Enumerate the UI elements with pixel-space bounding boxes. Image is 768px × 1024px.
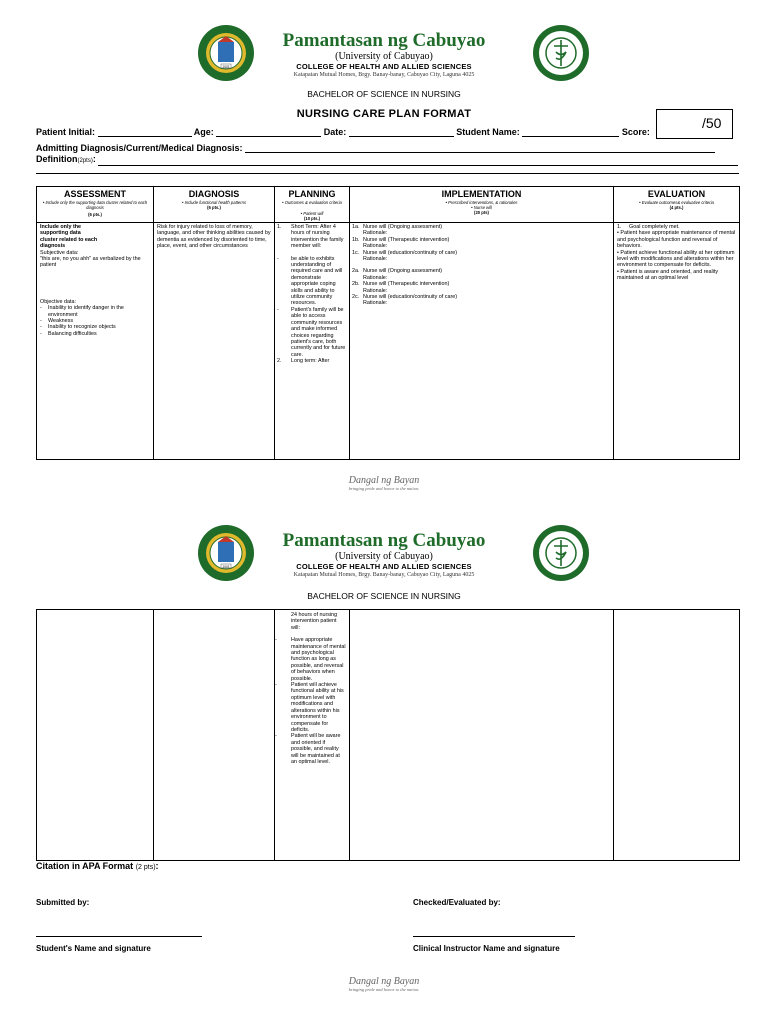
- student-name-label: Student Name:: [456, 127, 520, 137]
- citation-colon: :: [155, 861, 159, 871]
- university-english: (University of Cabuyao): [335, 51, 433, 62]
- student-name-field[interactable]: [522, 127, 619, 137]
- page-footer: [0, 475, 768, 491]
- evaluation-header: [614, 187, 739, 222]
- evaluation-title: EVALUATION: [647, 189, 706, 199]
- objective-item: - Weakness: [40, 318, 74, 325]
- assessment-header: [37, 187, 153, 222]
- diagnosis-title: DIAGNOSIS: [188, 189, 240, 199]
- program-name: BACHELOR OF SCIENCE IN NURSING: [307, 591, 461, 601]
- col-divider: [613, 610, 614, 860]
- citation-row: [36, 861, 159, 873]
- planning-pts: (10 pts.): [303, 216, 321, 221]
- planning-sub: • Outcomes & evaluation criteria: [282, 200, 342, 205]
- assessment-heading-1: Include only the: [40, 224, 82, 230]
- implementation-line: Rationale:: [363, 243, 388, 250]
- implementation-line: 1c. Nurse will (education/continuity of care): [352, 249, 458, 256]
- diagnosis-pts: (6 pts.): [207, 205, 221, 210]
- col-divider: [349, 187, 350, 459]
- evaluation-item: • Patient is aware and oriented, and reality maintained at an optimal level: [617, 268, 719, 282]
- date-label: Date:: [323, 127, 347, 137]
- care-plan-table-continued: [36, 609, 740, 861]
- planning-item: - Patient will be aware and oriented if possible, and reality will be maintained at an optimal level.: [275, 733, 341, 765]
- age-field[interactable]: [216, 127, 321, 137]
- instructor-signature-label: Clinical Instructor Name and signature: [413, 944, 560, 953]
- implementation-sub: • Prescribed interventions, & rationales: [445, 200, 518, 205]
- evaluation-item: • Patient achieve functional ability at her optimum level with modifications and alterations within her environment to compensate for deficits.: [617, 249, 735, 269]
- score-label: Score:: [621, 127, 650, 137]
- implementation-line: Rationale:: [363, 287, 388, 294]
- college-name: COLLEGE OF HEALTH AND ALLIED SCIENCES: [296, 62, 472, 71]
- admitting-diagnosis-label: Admitting Diagnosis/Current/Medical Diagnosis:: [36, 143, 243, 153]
- planning-item: - Have appropriate maintenance of mental and psychological function as long as possible, and reversal of behaviors when possible.: [275, 637, 346, 682]
- university-english: (University of Cabuyao): [335, 551, 433, 562]
- definition-pts: (2pts): [77, 158, 93, 164]
- page-1: [0, 0, 768, 500]
- footer-motto: Dangal ng Bayan: [348, 475, 420, 486]
- instructor-signature-line[interactable]: [413, 936, 575, 937]
- col-divider: [153, 187, 154, 459]
- letterhead: [0, 531, 768, 579]
- subjective-quote: "this are, no you ahh" as verbalized by the patient: [40, 256, 141, 269]
- university-name: Pamantasan ng Cabuyao: [282, 30, 486, 51]
- definition-colon: :: [92, 154, 96, 164]
- header-divider: [37, 222, 739, 223]
- score-value: /50: [702, 115, 722, 131]
- assessment-heading-4: diagnosis: [40, 243, 66, 250]
- implementation-header: [350, 187, 613, 222]
- seal-year: 2003: [222, 564, 230, 569]
- evaluation-sub: • Evaluate outcomes& evaluative criteria: [639, 200, 714, 205]
- subjective-label: Subjective data:: [40, 249, 79, 256]
- address: Katapatan Mutual Homes, Brgy. Banay-banay, Cabuyao City, Laguna 4025: [293, 572, 475, 578]
- definition-field[interactable]: [98, 156, 738, 166]
- evaluation-item: • Patient have appropriate maintenance of mental and psychological function and reversal of behaviors.: [617, 230, 736, 250]
- assessment-heading-2: supporting data: [40, 230, 81, 237]
- planning-intro: 24 hours of nursing intervention patient will:: [291, 612, 338, 631]
- assessment-pts: (6 pts.): [88, 212, 102, 217]
- short-term-goal: 1. Short Term: After 4 hours of nursing intervention the family member will:: [277, 224, 344, 250]
- assessment-sub: • Include only the supporting data cluster related to each diagnosis: [42, 200, 148, 210]
- planning-cell: [277, 224, 348, 365]
- admitting-diagnosis-field[interactable]: [245, 143, 715, 153]
- address: Katapatan Mutual Homes, Brgy. Banay-banay, Cabuyao City, Laguna 4025: [293, 72, 475, 78]
- checked-by-label: Checked/Evaluated by:: [413, 898, 501, 907]
- definition-row: [36, 154, 738, 166]
- footer-motto: Dangal ng Bayan: [348, 976, 420, 987]
- diagnosis-sub: • Include functional health patterns: [181, 200, 247, 205]
- planning-sub2: • Patient will: [300, 211, 324, 216]
- student-signature-line[interactable]: [36, 936, 202, 937]
- col-divider: [349, 610, 350, 860]
- col-divider: [274, 187, 275, 459]
- citation-pts: (2 pts): [135, 864, 156, 871]
- implementation-title: IMPLEMENTATION: [441, 189, 522, 199]
- university-name: Pamantasan ng Cabuyao: [282, 530, 486, 551]
- objective-item: - Balancing difficulties: [40, 330, 97, 337]
- page-2: [0, 500, 768, 1024]
- implementation-line: 2b. Nurse will (Therapeutic intervention): [352, 281, 450, 288]
- long-term-goal: 2. Long term: After: [277, 358, 330, 365]
- objective-label: Objective data:: [40, 298, 76, 305]
- planning-item: - be able to exhibits understanding of required care and will demonstrate appropriate coping skills and ability to utilize community resources.: [277, 255, 343, 307]
- patient-info-row: [36, 127, 650, 137]
- planning-cell-continued: [275, 612, 347, 765]
- planning-item: - Patient will achieve functional ability at his optimum level with modifications and alterations within his environment to compensate for deficits.: [275, 682, 344, 733]
- diagnosis-cell: Risk for injury related to loss of memory, language, and other thinking abilities caused by dementia as evidenced by disoriented to time, place, event, and other circumstances: [157, 224, 271, 250]
- evaluation-goal: 1. Goal completely met.: [617, 224, 680, 230]
- patient-initial-field[interactable]: [98, 127, 192, 137]
- diagnosis-header: [154, 187, 274, 222]
- form-title: NURSING CARE PLAN FORMAT: [296, 108, 472, 120]
- evaluation-pts: (4 pts.): [669, 205, 684, 210]
- seal-year: 2003: [222, 64, 230, 69]
- definition-line-2: [36, 173, 739, 174]
- evaluation-cell: [617, 224, 738, 282]
- implementation-line: 2a. Nurse will (Ongoing assessment): [352, 268, 443, 275]
- footer-tagline: bringing pride and honor to the nation.: [348, 987, 420, 992]
- assessment-title: ASSESSMENT: [63, 189, 126, 199]
- implementation-line: Rationale:: [363, 274, 388, 281]
- implementation-line: Rationale:: [363, 230, 388, 237]
- planning-title: PLANNING: [288, 189, 336, 199]
- submitted-by-label: Submitted by:: [36, 898, 90, 907]
- implementation-cell: [352, 224, 610, 307]
- implementation-line: Rationale:: [363, 300, 388, 307]
- date-field[interactable]: [349, 127, 454, 137]
- definition-label: Definition: [36, 154, 78, 164]
- score-box: [656, 109, 733, 139]
- student-signature-label: Student's Name and signature: [36, 944, 151, 953]
- implementation-line: Rationale:: [363, 256, 388, 263]
- planning-item: - Patient's family will be able to access community resources and make informed choices regarding patient's care, both currently and for future care.: [277, 306, 346, 358]
- col-divider: [613, 187, 614, 459]
- citation-label: Citation in APA Format: [36, 861, 134, 871]
- care-plan-table: [36, 186, 740, 460]
- program-name: BACHELOR OF SCIENCE IN NURSING: [307, 89, 461, 99]
- objective-item: - Inability to identify danger in the environment: [40, 305, 124, 318]
- page-footer: [0, 976, 768, 992]
- assessment-heading-3: cluster related to each: [40, 236, 98, 243]
- assessment-cell: [40, 224, 152, 337]
- objective-item: - Inability to recognize objects: [40, 324, 116, 331]
- footer-tagline: bringing pride and honor to the nation.: [348, 486, 420, 491]
- implementation-line: 1b. Nurse will (Therapeutic intervention): [352, 236, 450, 243]
- implementation-line: 2c. Nurse will (education/continuity of care): [352, 294, 458, 301]
- college-name: COLLEGE OF HEALTH AND ALLIED SCIENCES: [296, 562, 472, 571]
- implementation-line: 1a. Nurse will (Ongoing assessment): [352, 224, 443, 230]
- col-divider: [153, 610, 154, 860]
- admitting-diagnosis-row: [36, 143, 715, 153]
- age-label: Age:: [193, 127, 214, 137]
- planning-header: [275, 187, 349, 222]
- letterhead: [0, 31, 768, 79]
- implementation-sub2: • Nurse will: [471, 205, 492, 210]
- implementation-pts: (20 pts): [474, 210, 489, 215]
- patient-initial-label: Patient Initial:: [36, 127, 96, 137]
